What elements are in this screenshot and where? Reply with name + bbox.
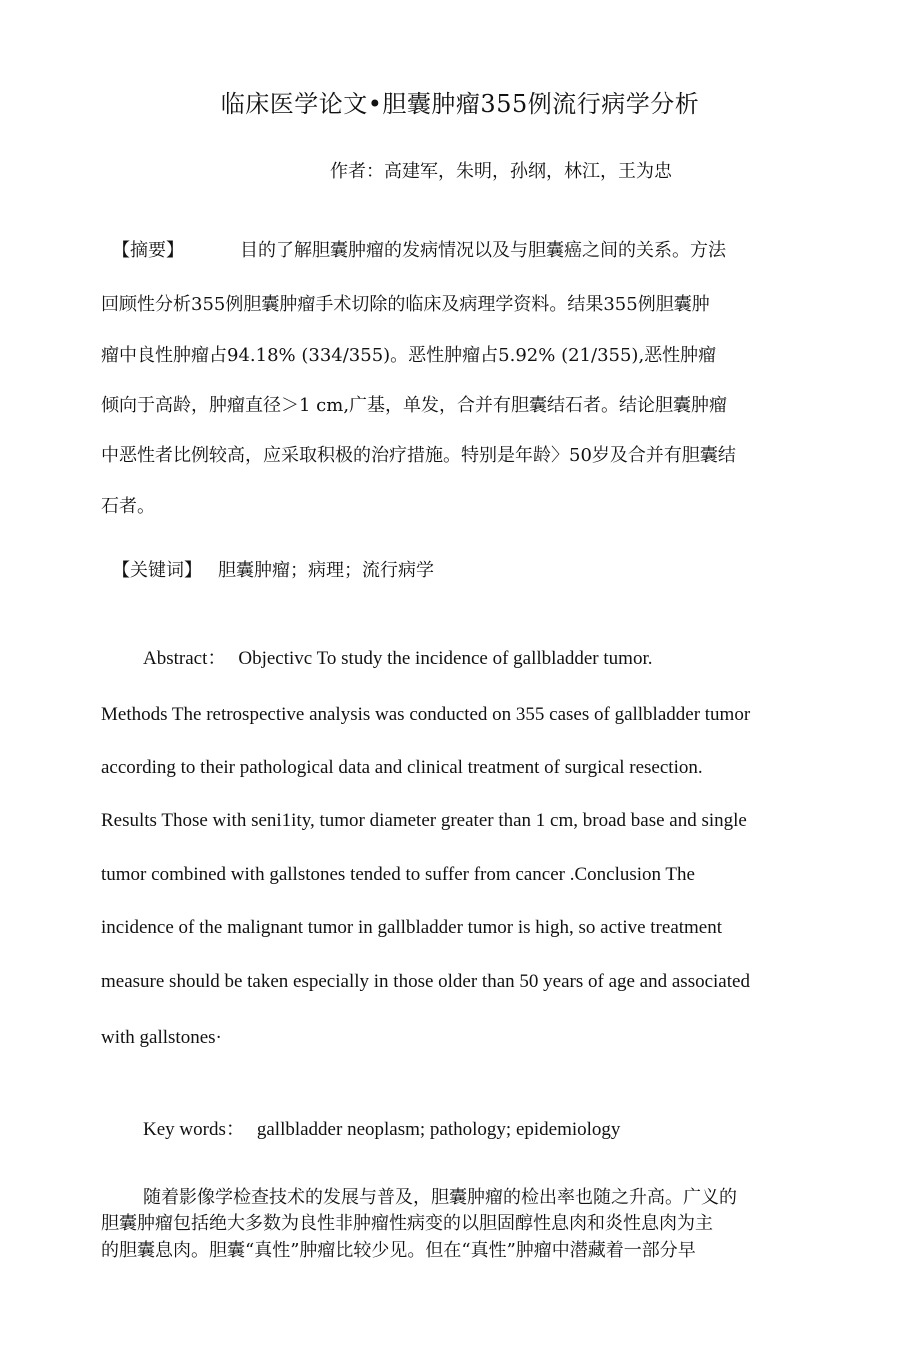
abstract-en-line-7: measure should be taken especially in those older than 50 years of age and associated — [101, 971, 750, 992]
keywords-cn-text: 胆囊肿瘤；病理；流行病学 — [218, 560, 434, 581]
abstract-en-line-8: with gallstones· — [101, 1027, 222, 1048]
keywords-cn-line — [112, 556, 434, 582]
abstract-en-line-3: according to their pathological data and clinical treatment of surgical resection. — [101, 757, 703, 778]
abstract-en-line-4: Results Those with seni1ity, tumor diameter greater than 1 cm, broad base and single — [101, 810, 747, 831]
abstract-en-line-5: tumor combined with gallstones tended to suffer from cancer .Conclusion The — [101, 864, 695, 885]
abstract-en-label: Abstract： — [143, 648, 227, 669]
keywords-en-label: Key words： — [143, 1119, 245, 1140]
keywords-cn-label: 【关键词】 — [112, 560, 202, 581]
abstract-cn-label: 【摘要】 — [112, 240, 184, 261]
author-line: 作者：高建军，朱明，孙纲，林江，王为忠 — [330, 161, 672, 182]
keywords-en-text: gallbladder neoplasm; pathology; epidemiology — [256, 1119, 621, 1140]
abstract-en-text-1: Objectivc To study the incidence of gallbladder tumor. — [238, 648, 653, 669]
keywords-en-line — [143, 1114, 620, 1141]
abstract-cn-line-2: 回顾性分析355例胆囊肿瘤手术切除的临床及病理学资料。结果355例胆囊肿 — [101, 294, 710, 315]
body-line-2: 胆囊肿瘤包括绝大多数为良性非肿瘤性病变的以胆固醇性息肉和炎性息肉为主 — [101, 1213, 713, 1234]
abstract-cn-line-4: 倾向于高龄，肿瘤直径＞1 cm,广基，单发，合并有胆囊结石者。结论胆囊肿瘤 — [101, 395, 728, 416]
abstract-cn-line-1 — [112, 236, 726, 262]
body-line-3: 的胆囊息肉。胆囊“真性”肿瘤比较少见。但在“真性”肿瘤中潜藏着一部分早 — [101, 1240, 696, 1261]
abstract-cn-text-1: 目的了解胆囊肿瘤的发病情况以及与胆囊癌之间的关系。方法 — [240, 240, 726, 261]
paper-title: 临床医学论文•胆囊肿瘤355例流行病学分析 — [220, 90, 700, 118]
abstract-en-line-1 — [143, 643, 652, 670]
abstract-en-line-6: incidence of the malignant tumor in gallbladder tumor is high, so active treatment — [101, 917, 723, 938]
abstract-cn-line-3: 瘤中良性肿瘤占94.18% (334/355)。恶性肿瘤占5.92% (21/355),恶性肿瘤 — [101, 345, 717, 366]
abstract-cn-line-6: 石者。 — [101, 496, 155, 517]
body-line-1: 随着影像学检查技术的发展与普及，胆囊肿瘤的检出率也随之升高。广义的 — [143, 1187, 737, 1208]
abstract-cn-line-5: 中恶性者比例较高，应采取积极的治疗措施。特别是年龄〉50岁及合并有胆囊结 — [101, 445, 736, 466]
abstract-en-line-2: Methods The retrospective analysis was conducted on 355 cases of gallbladder tumor — [101, 704, 751, 725]
